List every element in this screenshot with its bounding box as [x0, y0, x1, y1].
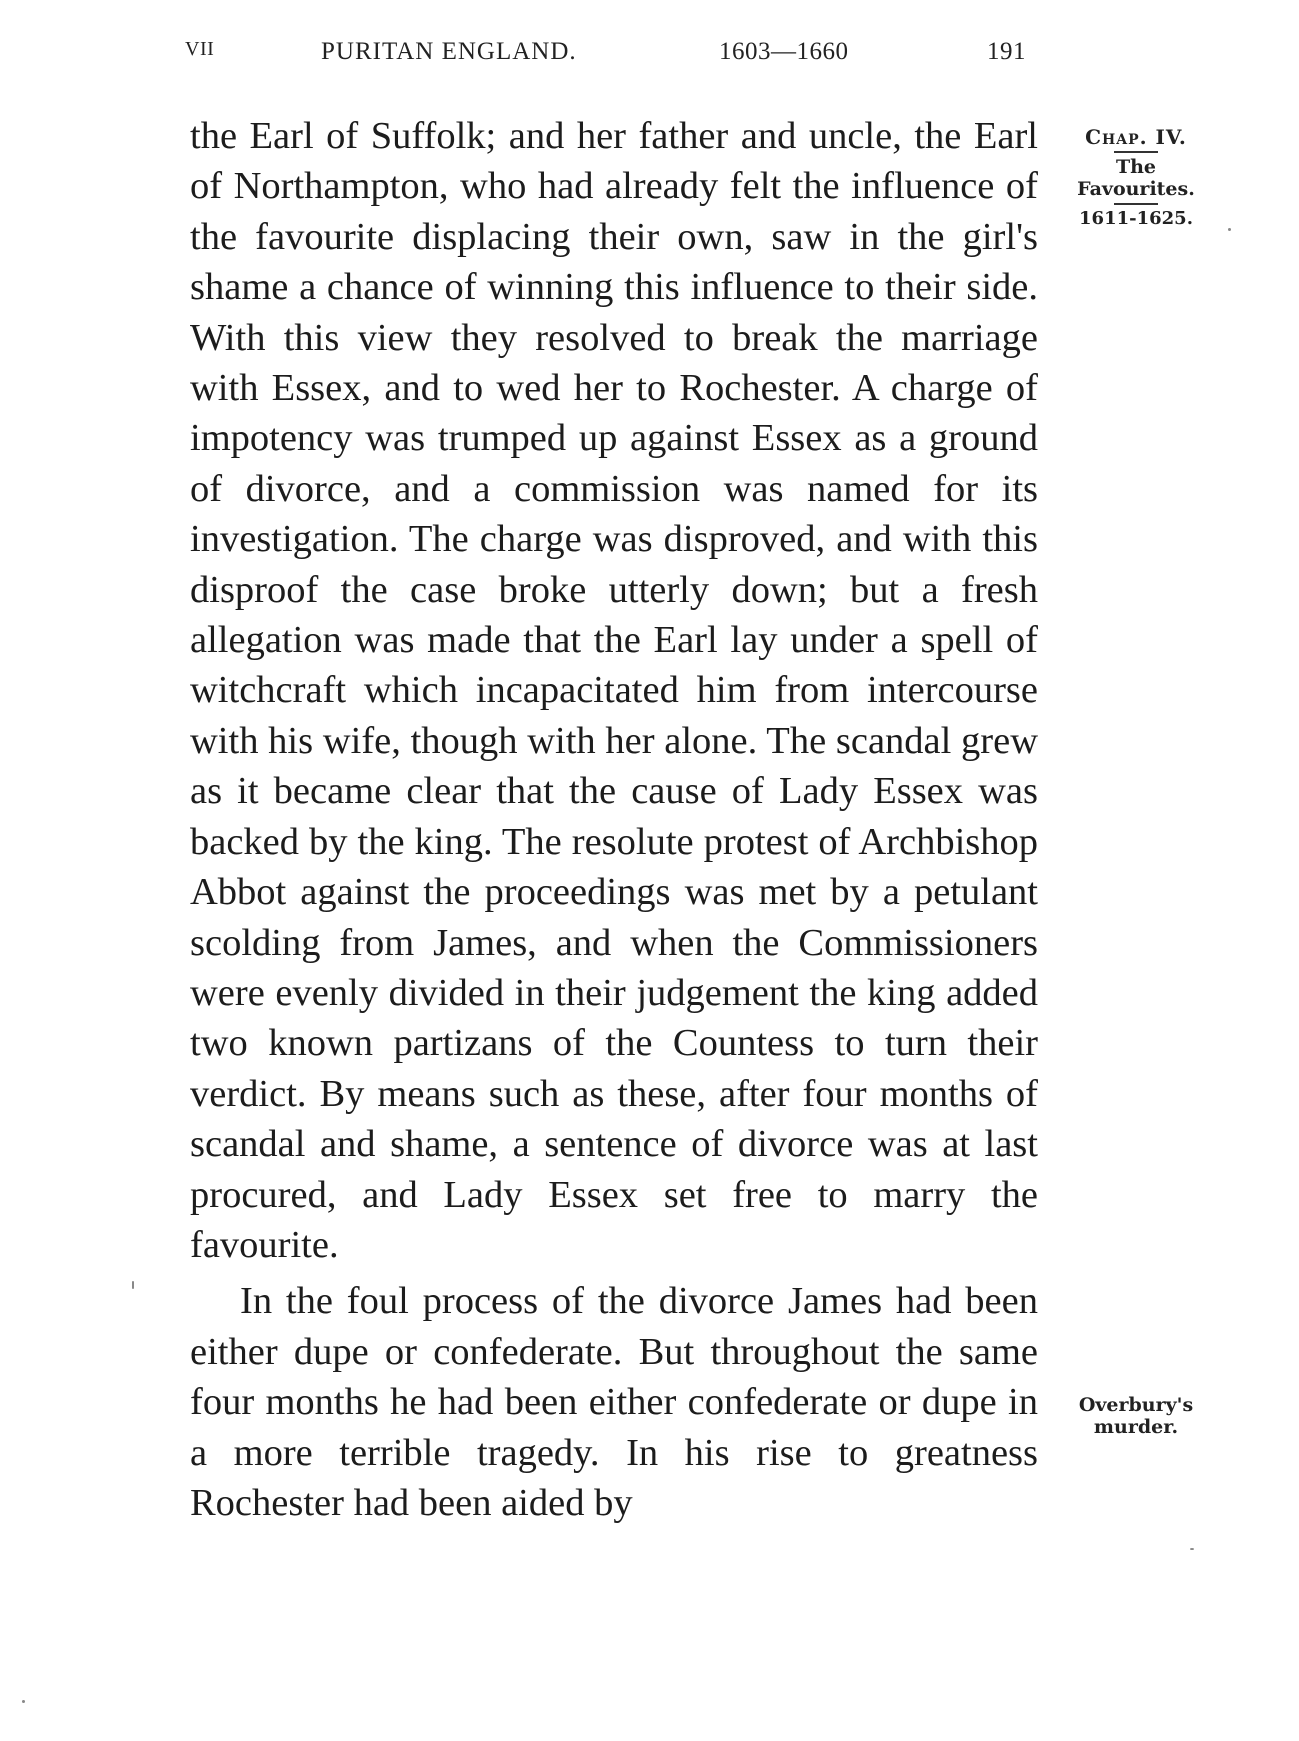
scan-speck: [22, 1700, 25, 1703]
margin-rule-top: [1114, 151, 1158, 153]
margin-note-overbury: [1066, 1394, 1206, 1438]
scan-speck: [132, 1281, 134, 1289]
margin-date-range: 1611-1625.: [1079, 208, 1193, 229]
scan-speck: [1228, 228, 1231, 231]
header-book-title: PURITAN ENGLAND.: [321, 38, 577, 65]
running-header: [185, 38, 1045, 74]
margin-rule-bottom: [1114, 203, 1158, 205]
margin-overbury-line1: Overbury's: [1078, 1394, 1194, 1416]
scan-speck: [1190, 1548, 1194, 1550]
header-chapter-numeral: VII: [185, 38, 215, 60]
header-years: 1603—1660: [719, 38, 849, 65]
page-number: 191: [987, 38, 1026, 65]
margin-subject-line2: Favourites.: [1077, 178, 1195, 200]
margin-subject-line1: The: [1115, 156, 1157, 178]
margin-note-chapter: [1066, 126, 1206, 230]
paragraph-2: In the foul process of the divorce James had been either dupe or confederate. But throughout the same four months he had been either confederate or dupe in a more terrible tragedy. In his rise to greatness Rochester had been aided by: [190, 1280, 1038, 1524]
body-text: [190, 111, 1038, 1528]
margin-chapter-label: Chap. IV.: [1085, 125, 1187, 149]
paragraph-1: the Earl of Suffolk; and her father and uncle, the Earl of Northampton, who had already felt the influence of the favourite displacing their own, saw in the girl's shame a chance of winning this influence to their side. With this view they resolved to break the marriage with Essex, and to wed her to Rochester. A charge of impotency was trumped up against Essex as a ground of divorce, and a commission was named for its investigation. The charge was disproved, and with this disproof the case broke utterly down; but a fresh allegation was made that the Earl lay under a spell of witchcraft which incapacitated him from intercourse with his wife, though with her alone. The scandal grew as it became clear that the cause of Lady Essex was backed by the king. The resolute protest of Archbishop Abbot against the proceedings was met by a petulant scolding from James, and when the Commissioners were evenly divided in their judgement the king added two known partizans of the Countess to turn their verdict. By means such as these, after four months of scandal and shame, a sentence of divorce was at last procured, and Lady Essex set free to marry the favourite.: [190, 115, 1038, 1266]
margin-overbury-line2: murder.: [1093, 1416, 1179, 1438]
